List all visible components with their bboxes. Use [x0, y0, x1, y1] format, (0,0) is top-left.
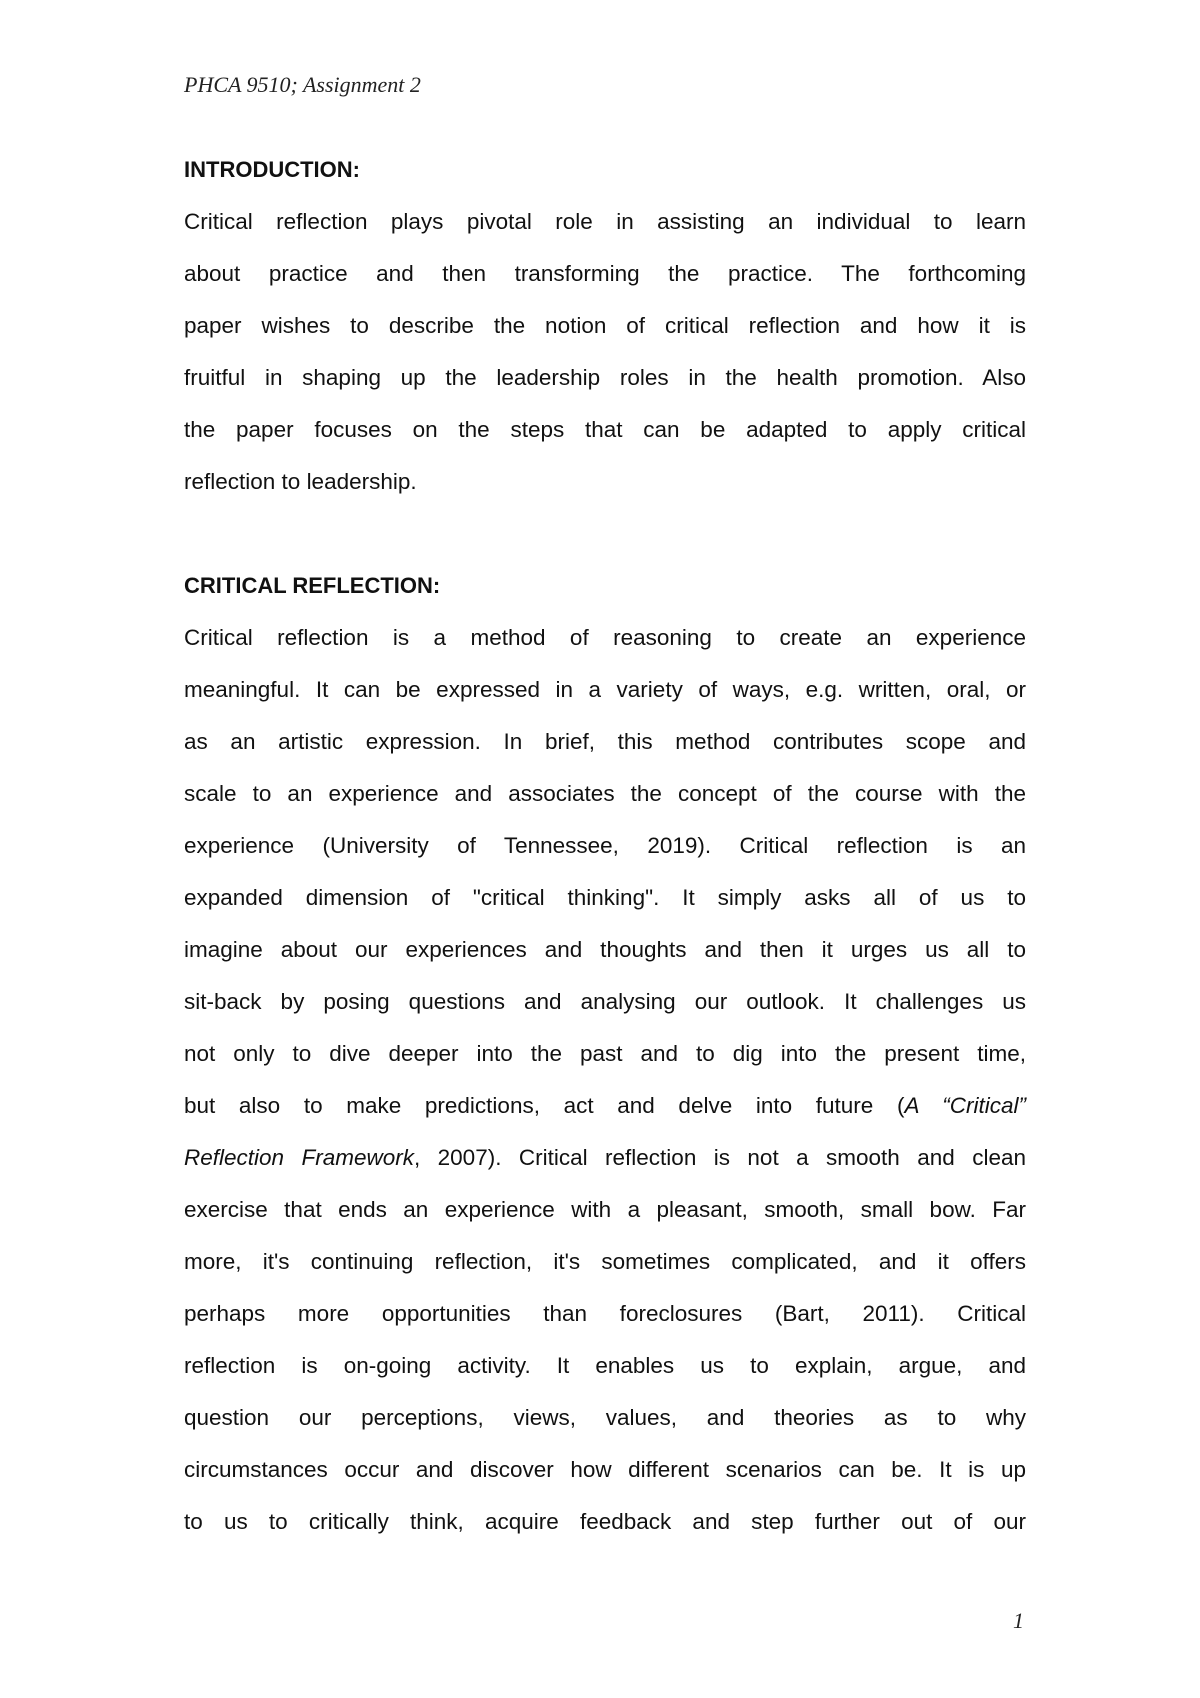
text-line: Critical reflection is a method of reasoning to create an experience: [184, 625, 1026, 650]
text-segment: , 2007). Critical reflection is not a smooth and clean: [413, 1145, 1026, 1170]
text-line: as an artistic expression. In brief, this method contributes scope and: [184, 729, 1026, 754]
citation-title-italic: Reflection Framework: [184, 1145, 414, 1170]
text-line: more, it's continuing reflection, it's sometimes complicated, and it offers: [184, 1249, 1026, 1274]
text-line: to us to critically think, acquire feedback and step further out of our: [184, 1509, 1026, 1534]
citation-title-italic: A “Critical”: [904, 1093, 1026, 1118]
text-line: question our perceptions, views, values, and theories as to why: [184, 1405, 1026, 1430]
text-line: about practice and then transforming the practice. The forthcoming: [184, 261, 1026, 286]
text-line: meaningful. It can be expressed in a variety of ways, e.g. written, oral, or: [184, 677, 1026, 702]
text-line: scale to an experience and associates the concept of the course with the: [184, 781, 1026, 806]
text-line: [184, 1080, 1026, 1132]
text-line: experience (University of Tennessee, 2019). Critical reflection is an: [184, 833, 1026, 858]
introduction-heading: INTRODUCTION:: [184, 157, 360, 182]
text-line: expanded dimension of "critical thinking". It simply asks all of us to: [184, 885, 1026, 910]
text-line: [184, 1132, 1026, 1184]
text-line: not only to dive deeper into the past and to dig into the present time,: [184, 1041, 1026, 1066]
text-line: exercise that ends an experience with a pleasant, smooth, small bow. Far: [184, 1197, 1026, 1222]
text-line: the paper focuses on the steps that can be adapted to apply critical: [184, 417, 1026, 442]
text-line: Critical reflection plays pivotal role in assisting an individual to learn: [184, 209, 1026, 234]
running-header: PHCA 9510; Assignment 2: [184, 72, 421, 97]
text-line: fruitful in shaping up the leadership roles in the health promotion. Also: [184, 365, 1026, 390]
critical-reflection-heading: CRITICAL REFLECTION:: [184, 573, 441, 598]
page-number: 1: [1013, 1608, 1024, 1633]
section-gap: [184, 508, 1026, 560]
text-line: reflection is on-going activity. It enables us to explain, argue, and: [184, 1353, 1026, 1378]
text-line: paper wishes to describe the notion of critical reflection and how it is: [184, 313, 1026, 338]
text-line: perhaps more opportunities than foreclosures (Bart, 2011). Critical: [184, 1301, 1026, 1326]
text-line: sit-back by posing questions and analysing our outlook. It challenges us: [184, 989, 1026, 1014]
introduction-paragraph: [184, 196, 1026, 508]
text-line: imagine about our experiences and thoughts and then it urges us all to: [184, 937, 1026, 962]
text-segment: but also to make predictions, act and delve into future (: [184, 1093, 905, 1118]
document-body: [184, 144, 1026, 1548]
text-line: circumstances occur and discover how different scenarios can be. It is up: [184, 1457, 1026, 1482]
text-line: reflection to leadership.: [184, 469, 417, 494]
critical-reflection-paragraph: [184, 612, 1026, 1548]
